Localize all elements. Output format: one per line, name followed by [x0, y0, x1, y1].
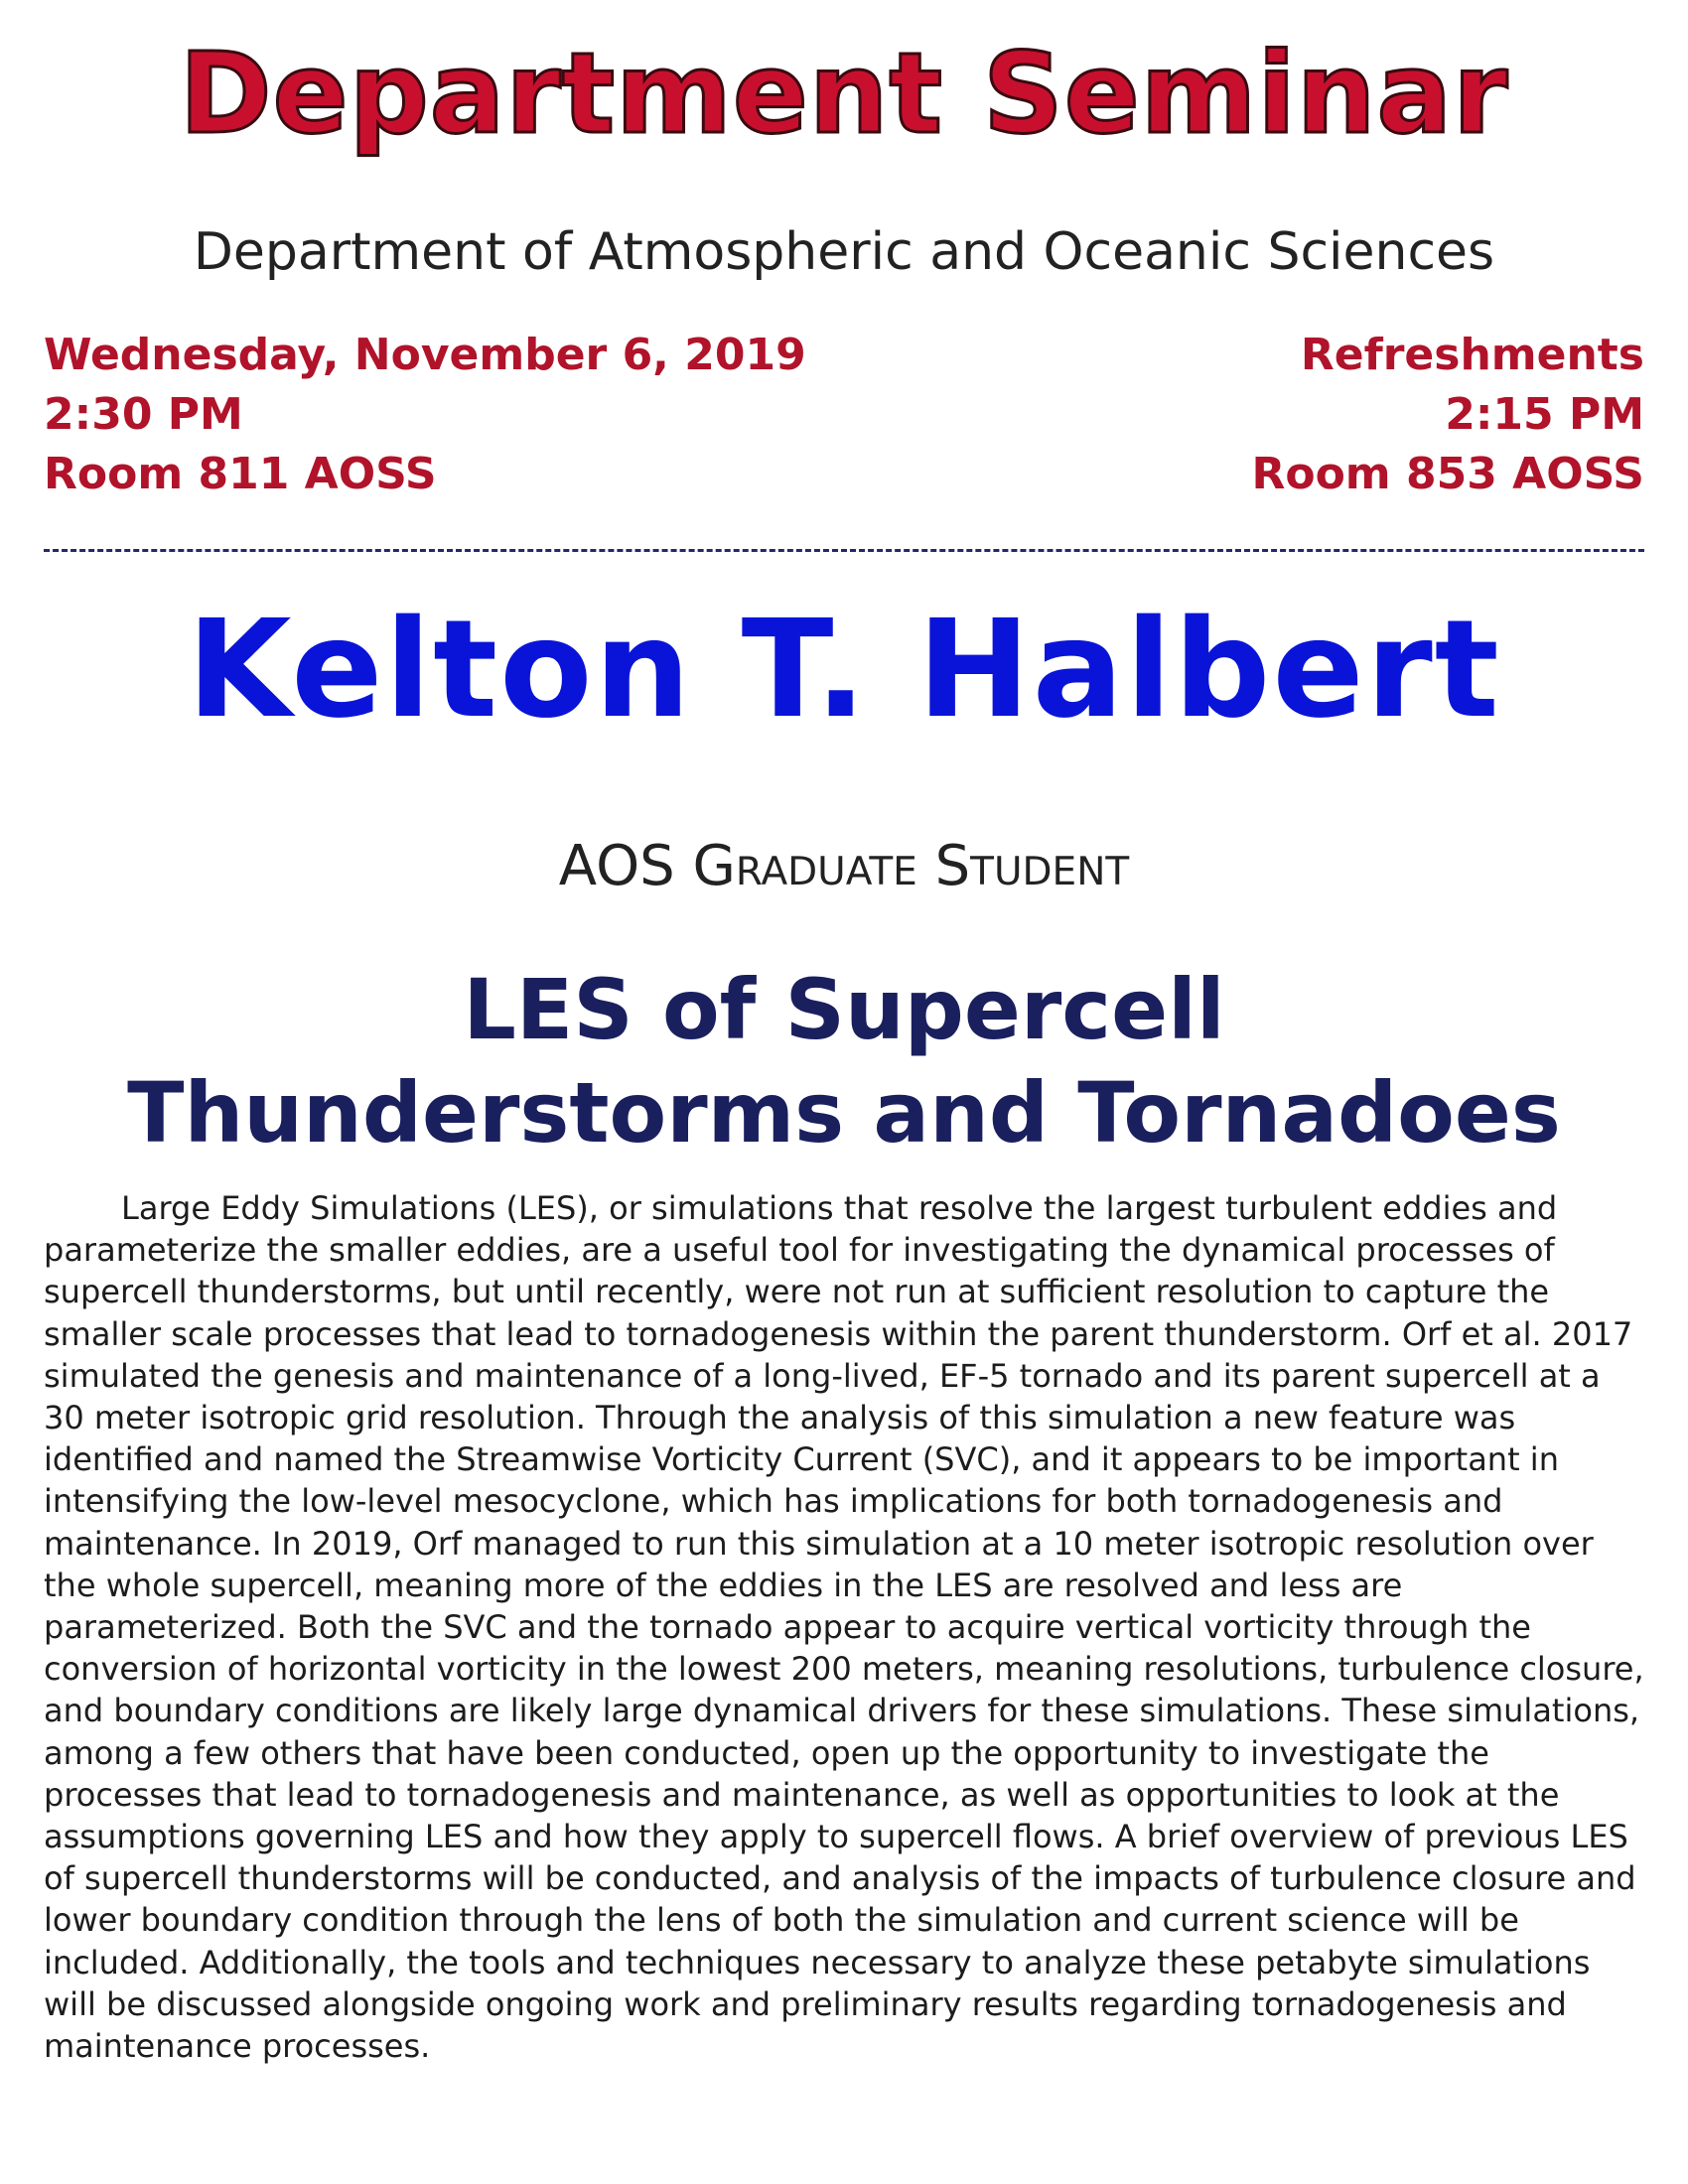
talk-title [0, 958, 1688, 1164]
department-name: Department of Atmospheric and Oceanic Sciences [193, 222, 1495, 282]
refreshments-time: 2:15 PM [1445, 389, 1644, 440]
seminar-date: Wednesday, November 6, 2019 [44, 330, 806, 380]
seminar-time: 2:30 PM [44, 389, 243, 440]
speaker-affiliation: AOS Graduate Student [558, 834, 1130, 898]
refreshments-room: Room 853 AOSS [1251, 449, 1644, 499]
dashed-divider [44, 549, 1644, 552]
seminar-room: Room 811 AOSS [44, 449, 437, 499]
refreshments-label: Refreshments [1300, 330, 1644, 380]
talk-title-line-1: LES of Supercell [463, 961, 1225, 1058]
page-title: Department Seminar [179, 30, 1509, 159]
talk-abstract: Large Eddy Simulations (LES), or simulations that resolve the largest turbulent eddies and parameterize the smaller eddies, are a useful tool for investigating the dynamical processes of supercell thunderstorms, but until recently, were not run at sufficient resolution to capture the smaller scale processes that lead to tornadogenesis within the parent thunderstorm. Orf et al. 2017 simulated the genesis and maintenance of a long-lived, EF-5 tornado and its parent supercell at a 30 meter isotropic grid resolution. Through the analysis of this simulation a new feature was identified and named the Streamwise Vorticity Current (SVC), and it appears to be important in intensifying the low-level mesocyclone, which has implications for both tornadogenesis and maintenance. In 2019, Orf managed to run this simulation at a 10 meter isotropic resolution over the whole supercell, meaning more of the eddies in the LES are resolved and less are parameterized. Both the SVC and the tornado appear to acquire vertical vorticity through the conversion of horizontal vorticity in the lowest 200 meters, meaning resolutions, turbulence closure, and boundary conditions are likely large dynamical drivers for these simulations. These simulations, among a few others that have been conducted, open up the opportunity to investigate the processes that lead to tornadogenesis and maintenance, as well as opportunities to look at the assumptions governing LES and how they apply to supercell flows. A brief overview of previous LES of supercell thunderstorms will be conducted, and analysis of the impacts of turbulence closure and lower boundary condition through the lens of both the simulation and current science will be included. Additionally, the tools and techniques necessary to analyze these petabyte simulations will be discussed alongside ongoing work and preliminary results regarding tornadogenesis and maintenance processes. [44, 1189, 1644, 2066]
seminar-schedule [44, 326, 838, 504]
talk-title-line-2: Thunderstorms and Tornadoes [127, 1064, 1561, 1161]
refreshments-info [1049, 326, 1644, 504]
speaker-name: Kelton T. Halbert [187, 592, 1501, 749]
